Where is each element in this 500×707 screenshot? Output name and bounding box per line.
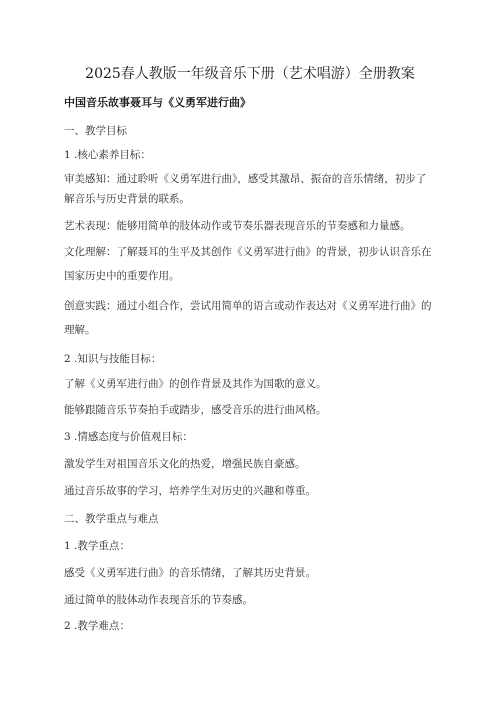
section-heading-objectives: 一、教学目标: [64, 125, 127, 137]
paragraph-art-expression: 艺术表现：能够用简单的肢体动作或节奏乐器表现音乐的节奏感和力量感。: [64, 220, 411, 232]
item-heading-difficulties: 2 .教学难点：: [64, 620, 130, 632]
paragraph-key2: 通过简单的肢体动作表现音乐的节奏感。: [64, 594, 253, 606]
page-title: 2025春人教版一年级音乐下册（艺术唱游）全册教案: [85, 66, 415, 82]
paragraph-aesthetic-line1: 审美感知：通过聆听《义勇军进行曲》，感受其激昂、振奋的音乐情绪，初步了: [64, 173, 427, 185]
paragraph-creative-line2: 理解。: [64, 324, 96, 336]
paragraph-attitude1: 激发学生对祖国音乐文化的热爱，增强民族自豪感。: [64, 458, 306, 470]
paragraph-knowledge2: 能够跟随音乐节奏拍手或踏步，感受音乐的进行曲风格。: [64, 404, 327, 416]
paragraph-creative-line1: 创意实践：通过小组合作，尝试用简单的语言或动作表达对《义勇军进行曲》的: [64, 300, 432, 312]
section-heading-key-difficult: 二、教学重点与难点: [64, 513, 159, 525]
item-heading-key-points: 1 .教学重点：: [64, 540, 130, 552]
item-heading-knowledge: 2 .知识与技能目标：: [64, 353, 162, 365]
item-heading-attitude: 3 .情感态度与价值观目标：: [64, 431, 193, 443]
paragraph-culture-line1: 文化理解：了解聂耳的生平及其创作《义勇军进行曲》的背景，初步认识音乐在: [64, 246, 432, 258]
paragraph-aesthetic-line2: 解音乐与历史背景的联系。: [64, 193, 190, 205]
paragraph-key1: 感受《义勇军进行曲》的音乐情绪，了解其历史背景。: [64, 567, 316, 579]
paragraph-attitude2: 通过音乐故事的学习，培养学生对历史的兴趣和尊重。: [64, 485, 316, 497]
item-heading-core-literacy: 1 .核心素养目标：: [64, 149, 151, 161]
lesson-subtitle: 中国音乐故事聂耳与《义勇军进行曲》: [64, 96, 251, 109]
paragraph-culture-line2: 国家历史中的重要作用。: [64, 270, 180, 282]
paragraph-knowledge1: 了解《义勇军进行曲》的创作背景及其作为国歌的意义。: [64, 378, 327, 390]
